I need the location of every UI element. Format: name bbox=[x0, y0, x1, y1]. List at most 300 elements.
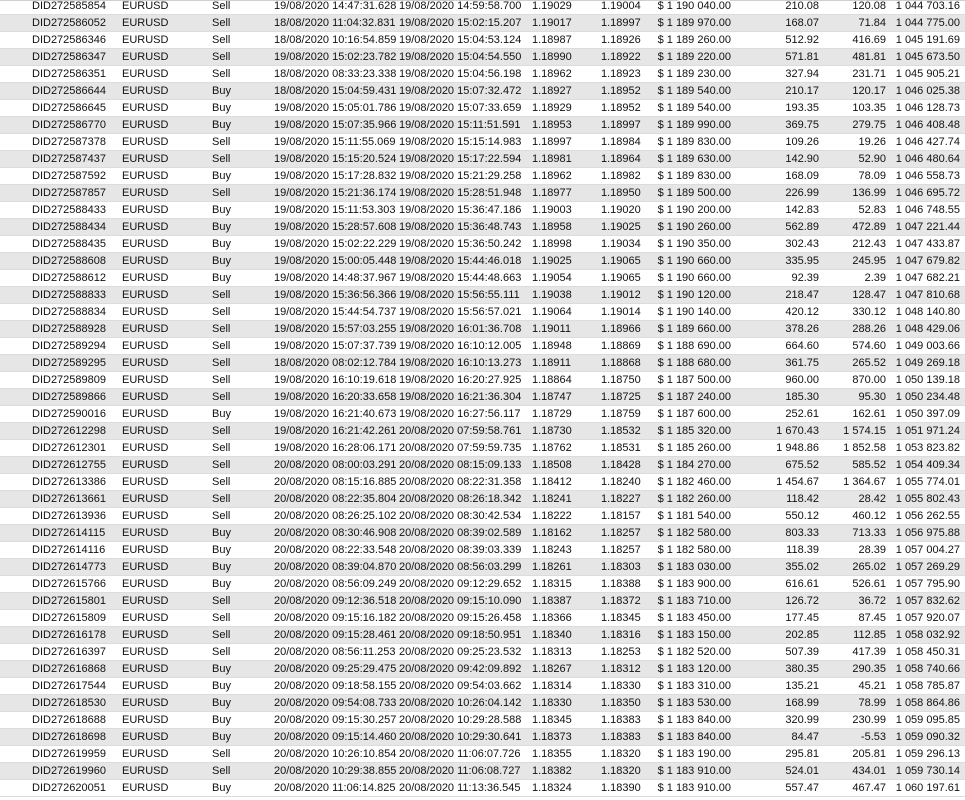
deal-id-cell: DID272588433 bbox=[32, 204, 107, 216]
gross-profit-cell: 185.30 bbox=[785, 391, 819, 403]
close-time-cell: 19/08/2020 15:11:51.591 bbox=[399, 119, 521, 131]
table-row[interactable] bbox=[0, 389, 965, 406]
open-price-cell: 1.18261 bbox=[532, 561, 572, 573]
amount-cell: $ 1 183 840.00 bbox=[657, 731, 731, 743]
table-row[interactable] bbox=[0, 151, 965, 168]
side-cell: Buy bbox=[212, 663, 231, 675]
amount-cell: $ 1 187 500.00 bbox=[657, 374, 731, 386]
net-profit-cell: 52.90 bbox=[858, 153, 886, 165]
close-price-cell: 1.18303 bbox=[601, 561, 641, 573]
net-profit-cell: 95.30 bbox=[858, 391, 886, 403]
balance-cell: 1 050 234.48 bbox=[895, 391, 960, 403]
balance-cell: 1 047 810.68 bbox=[895, 289, 960, 301]
open-time-cell: 19/08/2020 15:57:03.255 bbox=[274, 323, 397, 335]
table-row[interactable] bbox=[0, 593, 965, 610]
amount-cell: $ 1 190 140.00 bbox=[657, 306, 731, 318]
deal-id-cell: DID272620051 bbox=[32, 782, 107, 794]
balance-cell: 1 046 408.48 bbox=[895, 119, 960, 131]
table-row[interactable] bbox=[0, 780, 965, 797]
close-price-cell: 1.18531 bbox=[601, 442, 641, 454]
net-profit-cell: 288.26 bbox=[852, 323, 886, 335]
open-price-cell: 1.18355 bbox=[532, 748, 572, 760]
table-row[interactable] bbox=[0, 0, 965, 15]
table-row[interactable] bbox=[0, 202, 965, 219]
table-row[interactable] bbox=[0, 219, 965, 236]
table-row[interactable] bbox=[0, 304, 965, 321]
amount-cell: $ 1 189 540.00 bbox=[657, 85, 731, 97]
close-price-cell: 1.18383 bbox=[601, 731, 641, 743]
open-time-cell: 19/08/2020 15:21:36.174 bbox=[274, 187, 397, 199]
symbol-cell: EURUSD bbox=[122, 221, 169, 233]
amount-cell: $ 1 183 310.00 bbox=[657, 680, 731, 692]
deal-id-cell: DID272586351 bbox=[32, 68, 107, 80]
deal-id-cell: DID272616178 bbox=[32, 629, 107, 641]
table-row[interactable] bbox=[0, 423, 965, 440]
symbol-cell: EURUSD bbox=[122, 408, 169, 420]
close-time-cell: 19/08/2020 15:44:46.018 bbox=[399, 255, 522, 267]
deal-id-cell: DID272588928 bbox=[32, 323, 107, 335]
close-price-cell: 1.18997 bbox=[601, 119, 641, 131]
close-time-cell: 19/08/2020 16:10:13.273 bbox=[399, 357, 522, 369]
net-profit-cell: 87.45 bbox=[858, 612, 886, 624]
gross-profit-cell: 135.21 bbox=[785, 680, 819, 692]
deal-id-cell: DID272613936 bbox=[32, 510, 107, 522]
close-time-cell: 20/08/2020 07:59:59.735 bbox=[399, 442, 522, 454]
open-time-cell: 19/08/2020 15:07:35.966 bbox=[274, 119, 397, 131]
side-cell: Sell bbox=[212, 34, 231, 46]
open-price-cell: 1.18997 bbox=[532, 136, 572, 148]
symbol-cell: EURUSD bbox=[122, 255, 169, 267]
gross-profit-cell: 335.95 bbox=[785, 255, 819, 267]
symbol-cell: EURUSD bbox=[122, 527, 169, 539]
close-time-cell: 20/08/2020 08:39:03.339 bbox=[399, 544, 522, 556]
gross-profit-cell: 960.00 bbox=[785, 374, 819, 386]
balance-cell: 1 058 740.66 bbox=[895, 663, 960, 675]
table-row[interactable] bbox=[0, 287, 965, 304]
balance-cell: 1 045 191.69 bbox=[895, 34, 960, 46]
close-price-cell: 1.19065 bbox=[601, 255, 641, 267]
table-row[interactable] bbox=[0, 661, 965, 678]
deal-id-cell: DID272612301 bbox=[32, 442, 107, 454]
symbol-cell: EURUSD bbox=[122, 731, 169, 743]
gross-profit-cell: 252.61 bbox=[785, 408, 819, 420]
close-price-cell: 1.18750 bbox=[601, 374, 641, 386]
gross-profit-cell: 361.75 bbox=[785, 357, 819, 369]
close-price-cell: 1.18952 bbox=[601, 85, 641, 97]
close-price-cell: 1.18923 bbox=[601, 68, 641, 80]
close-time-cell: 19/08/2020 15:07:33.659 bbox=[399, 102, 522, 114]
amount-cell: $ 1 181 540.00 bbox=[657, 510, 731, 522]
close-time-cell: 19/08/2020 15:04:56.198 bbox=[399, 68, 522, 80]
close-price-cell: 1.18428 bbox=[601, 459, 641, 471]
open-price-cell: 1.18241 bbox=[532, 493, 572, 505]
close-time-cell: 20/08/2020 10:29:30.641 bbox=[399, 731, 522, 743]
open-price-cell: 1.18747 bbox=[532, 391, 572, 403]
table-row[interactable] bbox=[0, 406, 965, 423]
table-row[interactable] bbox=[0, 355, 965, 372]
balance-cell: 1 060 197.61 bbox=[895, 782, 960, 794]
close-time-cell: 20/08/2020 09:15:26.458 bbox=[399, 612, 522, 624]
side-cell: Sell bbox=[212, 17, 231, 29]
open-time-cell: 20/08/2020 08:22:33.548 bbox=[274, 544, 397, 556]
net-profit-cell: 120.08 bbox=[852, 0, 886, 12]
close-time-cell: 19/08/2020 15:17:22.594 bbox=[399, 153, 522, 165]
open-time-cell: 20/08/2020 09:18:58.155 bbox=[274, 680, 397, 692]
open-time-cell: 20/08/2020 08:56:11.253 bbox=[274, 646, 396, 658]
table-row[interactable] bbox=[0, 83, 965, 100]
deal-id-cell: DID272587592 bbox=[32, 170, 107, 182]
close-time-cell: 20/08/2020 11:06:07.726 bbox=[399, 748, 521, 760]
open-price-cell: 1.18729 bbox=[532, 408, 572, 420]
open-price-cell: 1.18324 bbox=[532, 782, 572, 794]
amount-cell: $ 1 189 260.00 bbox=[657, 34, 731, 46]
side-cell: Buy bbox=[212, 272, 231, 284]
balance-cell: 1 056 975.88 bbox=[895, 527, 960, 539]
deal-id-cell: DID272587437 bbox=[32, 153, 107, 165]
symbol-cell: EURUSD bbox=[122, 323, 169, 335]
table-row[interactable] bbox=[0, 117, 965, 134]
amount-cell: $ 1 189 220.00 bbox=[657, 51, 731, 63]
balance-cell: 1 046 427.74 bbox=[895, 136, 960, 148]
symbol-cell: EURUSD bbox=[122, 765, 169, 777]
deal-id-cell: DID272615801 bbox=[32, 595, 107, 607]
net-profit-cell: 416.69 bbox=[852, 34, 886, 46]
close-price-cell: 1.18390 bbox=[601, 782, 641, 794]
gross-profit-cell: 202.85 bbox=[785, 629, 819, 641]
open-time-cell: 19/08/2020 14:48:37.967 bbox=[274, 272, 397, 284]
close-price-cell: 1.18257 bbox=[601, 527, 641, 539]
table-row[interactable] bbox=[0, 729, 965, 746]
side-cell: Sell bbox=[212, 510, 231, 522]
balance-cell: 1 044 775.00 bbox=[895, 17, 960, 29]
close-time-cell: 19/08/2020 16:20:27.925 bbox=[399, 374, 522, 386]
open-time-cell: 19/08/2020 16:21:42.261 bbox=[274, 425, 397, 437]
close-price-cell: 1.18227 bbox=[601, 493, 641, 505]
close-price-cell: 1.18330 bbox=[601, 680, 641, 692]
close-time-cell: 20/08/2020 09:12:29.652 bbox=[399, 578, 522, 590]
amount-cell: $ 1 189 630.00 bbox=[657, 153, 731, 165]
gross-profit-cell: 420.12 bbox=[785, 306, 819, 318]
close-price-cell: 1.18316 bbox=[601, 629, 641, 641]
balance-cell: 1 046 695.72 bbox=[895, 187, 960, 199]
gross-profit-cell: 355.02 bbox=[785, 561, 819, 573]
open-price-cell: 1.18977 bbox=[532, 187, 572, 199]
side-cell: Sell bbox=[212, 425, 231, 437]
side-cell: Sell bbox=[212, 306, 231, 318]
close-price-cell: 1.18320 bbox=[601, 748, 641, 760]
amount-cell: $ 1 189 830.00 bbox=[657, 136, 731, 148]
net-profit-cell: 574.60 bbox=[852, 340, 886, 352]
table-row[interactable] bbox=[0, 474, 965, 491]
symbol-cell: EURUSD bbox=[122, 748, 169, 760]
table-row[interactable] bbox=[0, 457, 965, 474]
balance-cell: 1 059 095.85 bbox=[895, 714, 960, 726]
net-profit-cell: 526.61 bbox=[852, 578, 886, 590]
close-time-cell: 20/08/2020 08:30:42.534 bbox=[399, 510, 522, 522]
open-time-cell: 20/08/2020 09:15:14.460 bbox=[274, 731, 397, 743]
table-row[interactable] bbox=[0, 678, 965, 695]
deal-id-cell: DID272617544 bbox=[32, 680, 107, 692]
gross-profit-cell: 92.39 bbox=[791, 272, 819, 284]
close-price-cell: 1.18257 bbox=[601, 544, 641, 556]
table-row[interactable] bbox=[0, 372, 965, 389]
table-row[interactable] bbox=[0, 236, 965, 253]
amount-cell: $ 1 189 660.00 bbox=[657, 323, 731, 335]
side-cell: Buy bbox=[212, 408, 231, 420]
deal-id-cell: DID272585854 bbox=[32, 0, 107, 12]
symbol-cell: EURUSD bbox=[122, 204, 169, 216]
open-time-cell: 19/08/2020 15:07:37.739 bbox=[274, 340, 397, 352]
deal-id-cell: DID272586644 bbox=[32, 85, 107, 97]
balance-cell: 1 047 682.21 bbox=[895, 272, 960, 284]
table-row[interactable] bbox=[0, 15, 965, 32]
open-price-cell: 1.18508 bbox=[532, 459, 572, 471]
close-time-cell: 20/08/2020 11:06:08.727 bbox=[399, 765, 521, 777]
table-row[interactable] bbox=[0, 134, 965, 151]
table-row[interactable] bbox=[0, 644, 965, 661]
symbol-cell: EURUSD bbox=[122, 714, 169, 726]
balance-cell: 1 059 730.14 bbox=[895, 765, 960, 777]
open-price-cell: 1.18962 bbox=[532, 170, 572, 182]
balance-cell: 1 057 269.29 bbox=[895, 561, 960, 573]
open-price-cell: 1.18340 bbox=[532, 629, 572, 641]
net-profit-cell: 434.01 bbox=[852, 765, 886, 777]
close-price-cell: 1.18725 bbox=[601, 391, 641, 403]
table-row[interactable] bbox=[0, 338, 965, 355]
gross-profit-cell: 295.81 bbox=[785, 748, 819, 760]
open-time-cell: 20/08/2020 11:06:14.825 bbox=[274, 782, 396, 794]
side-cell: Buy bbox=[212, 102, 231, 114]
open-time-cell: 19/08/2020 15:02:23.782 bbox=[274, 51, 397, 63]
balance-cell: 1 057 795.90 bbox=[895, 578, 960, 590]
net-profit-cell: 245.95 bbox=[852, 255, 886, 267]
open-time-cell: 20/08/2020 09:54:08.733 bbox=[274, 697, 397, 709]
table-row[interactable] bbox=[0, 270, 965, 287]
amount-cell: $ 1 190 120.00 bbox=[657, 289, 731, 301]
table-row[interactable] bbox=[0, 168, 965, 185]
table-row[interactable] bbox=[0, 32, 965, 49]
close-price-cell: 1.18966 bbox=[601, 323, 641, 335]
gross-profit-cell: 168.07 bbox=[785, 17, 819, 29]
amount-cell: $ 1 183 150.00 bbox=[657, 629, 731, 641]
table-row[interactable] bbox=[0, 610, 965, 627]
net-profit-cell: 467.47 bbox=[852, 782, 886, 794]
balance-cell: 1 051 971.24 bbox=[895, 425, 960, 437]
deal-id-cell: DID272612755 bbox=[32, 459, 107, 471]
table-row[interactable] bbox=[0, 440, 965, 457]
open-price-cell: 1.18958 bbox=[532, 221, 572, 233]
close-time-cell: 19/08/2020 15:04:53.124 bbox=[399, 34, 522, 46]
open-time-cell: 20/08/2020 08:56:09.249 bbox=[274, 578, 397, 590]
close-price-cell: 1.18372 bbox=[601, 595, 641, 607]
amount-cell: $ 1 183 530.00 bbox=[657, 697, 731, 709]
deal-id-cell: DID272590016 bbox=[32, 408, 107, 420]
deal-id-cell: DID272588833 bbox=[32, 289, 107, 301]
table-row[interactable] bbox=[0, 100, 965, 117]
amount-cell: $ 1 182 580.00 bbox=[657, 544, 731, 556]
table-row[interactable] bbox=[0, 253, 965, 270]
deal-id-cell: DID272588612 bbox=[32, 272, 107, 284]
symbol-cell: EURUSD bbox=[122, 374, 169, 386]
gross-profit-cell: 226.99 bbox=[785, 187, 819, 199]
amount-cell: $ 1 183 120.00 bbox=[657, 663, 731, 675]
gross-profit-cell: 1 670.43 bbox=[776, 425, 819, 437]
amount-cell: $ 1 185 320.00 bbox=[657, 425, 731, 437]
symbol-cell: EURUSD bbox=[122, 646, 169, 658]
open-time-cell: 18/08/2020 15:04:59.431 bbox=[274, 85, 397, 97]
table-row[interactable] bbox=[0, 66, 965, 83]
open-time-cell: 20/08/2020 09:15:16.182 bbox=[274, 612, 397, 624]
balance-cell: 1 050 397.09 bbox=[895, 408, 960, 420]
amount-cell: $ 1 183 840.00 bbox=[657, 714, 731, 726]
side-cell: Buy bbox=[212, 119, 231, 131]
amount-cell: $ 1 189 540.00 bbox=[657, 102, 731, 114]
table-row[interactable] bbox=[0, 576, 965, 593]
close-time-cell: 19/08/2020 15:56:57.021 bbox=[399, 306, 522, 318]
amount-cell: $ 1 183 900.00 bbox=[657, 578, 731, 590]
open-price-cell: 1.18948 bbox=[532, 340, 572, 352]
open-time-cell: 19/08/2020 15:11:53.303 bbox=[274, 204, 396, 216]
symbol-cell: EURUSD bbox=[122, 476, 169, 488]
open-price-cell: 1.18987 bbox=[532, 34, 572, 46]
balance-cell: 1 045 673.50 bbox=[895, 51, 960, 63]
symbol-cell: EURUSD bbox=[122, 340, 169, 352]
balance-cell: 1 046 558.73 bbox=[895, 170, 960, 182]
deal-id-cell: DID272588434 bbox=[32, 221, 107, 233]
close-price-cell: 1.18253 bbox=[601, 646, 641, 658]
table-row[interactable] bbox=[0, 321, 965, 338]
net-profit-cell: 128.47 bbox=[852, 289, 886, 301]
gross-profit-cell: 118.42 bbox=[786, 493, 819, 505]
open-price-cell: 1.18315 bbox=[532, 578, 572, 590]
deal-id-cell: DID272618688 bbox=[32, 714, 107, 726]
table-row[interactable] bbox=[0, 746, 965, 763]
open-time-cell: 19/08/2020 15:00:05.448 bbox=[274, 255, 397, 267]
open-price-cell: 1.19025 bbox=[532, 255, 572, 267]
table-row[interactable] bbox=[0, 49, 965, 66]
net-profit-cell: 120.17 bbox=[852, 85, 886, 97]
close-time-cell: 19/08/2020 15:15:14.983 bbox=[399, 136, 522, 148]
open-price-cell: 1.18412 bbox=[532, 476, 572, 488]
close-price-cell: 1.19065 bbox=[601, 272, 641, 284]
symbol-cell: EURUSD bbox=[122, 459, 169, 471]
table-row[interactable] bbox=[0, 542, 965, 559]
gross-profit-cell: 369.75 bbox=[785, 119, 819, 131]
deal-id-cell: DID272586346 bbox=[32, 34, 107, 46]
gross-profit-cell: 177.45 bbox=[785, 612, 819, 624]
table-row[interactable] bbox=[0, 491, 965, 508]
amount-cell: $ 1 187 600.00 bbox=[657, 408, 731, 420]
gross-profit-cell: 507.39 bbox=[785, 646, 819, 658]
open-time-cell: 19/08/2020 16:21:40.673 bbox=[274, 408, 397, 420]
close-time-cell: 19/08/2020 15:56:55.111 bbox=[399, 289, 520, 301]
table-row[interactable] bbox=[0, 763, 965, 780]
open-price-cell: 1.18313 bbox=[532, 646, 572, 658]
amount-cell: $ 1 185 260.00 bbox=[657, 442, 731, 454]
side-cell: Buy bbox=[212, 170, 231, 182]
table-row[interactable] bbox=[0, 508, 965, 525]
gross-profit-cell: 168.09 bbox=[785, 170, 819, 182]
net-profit-cell: 713.33 bbox=[852, 527, 886, 539]
close-time-cell: 20/08/2020 08:39:02.589 bbox=[399, 527, 522, 539]
gross-profit-cell: 1 948.86 bbox=[776, 442, 819, 454]
close-time-cell: 20/08/2020 09:42:09.892 bbox=[399, 663, 522, 675]
balance-cell: 1 048 429.06 bbox=[895, 323, 960, 335]
open-time-cell: 19/08/2020 15:44:54.737 bbox=[274, 306, 397, 318]
net-profit-cell: 472.89 bbox=[852, 221, 886, 233]
close-time-cell: 20/08/2020 07:59:58.761 bbox=[399, 425, 522, 437]
side-cell: Buy bbox=[212, 578, 231, 590]
symbol-cell: EURUSD bbox=[122, 153, 169, 165]
deal-id-cell: DID272613661 bbox=[32, 493, 107, 505]
table-row[interactable] bbox=[0, 627, 965, 644]
symbol-cell: EURUSD bbox=[122, 629, 169, 641]
net-profit-cell: 36.72 bbox=[858, 595, 886, 607]
gross-profit-cell: 803.33 bbox=[785, 527, 819, 539]
net-profit-cell: 162.61 bbox=[852, 408, 886, 420]
amount-cell: $ 1 190 350.00 bbox=[657, 238, 731, 250]
table-row[interactable] bbox=[0, 712, 965, 729]
open-price-cell: 1.19011 bbox=[532, 323, 571, 335]
balance-cell: 1 044 703.16 bbox=[895, 0, 960, 12]
close-time-cell: 19/08/2020 16:01:36.708 bbox=[399, 323, 522, 335]
net-profit-cell: 290.35 bbox=[852, 663, 886, 675]
gross-profit-cell: 1 454.67 bbox=[776, 476, 819, 488]
close-time-cell: 20/08/2020 10:26:04.142 bbox=[399, 697, 522, 709]
amount-cell: $ 1 189 830.00 bbox=[657, 170, 731, 182]
gross-profit-cell: 675.52 bbox=[785, 459, 819, 471]
close-price-cell: 1.18240 bbox=[601, 476, 641, 488]
side-cell: Sell bbox=[212, 459, 231, 471]
side-cell: Sell bbox=[212, 374, 231, 386]
close-price-cell: 1.18345 bbox=[601, 612, 641, 624]
open-time-cell: 19/08/2020 15:05:01.786 bbox=[274, 102, 397, 114]
symbol-cell: EURUSD bbox=[122, 578, 169, 590]
gross-profit-cell: 616.61 bbox=[785, 578, 819, 590]
side-cell: Sell bbox=[212, 629, 231, 641]
net-profit-cell: 28.42 bbox=[858, 493, 886, 505]
open-time-cell: 20/08/2020 08:26:25.102 bbox=[274, 510, 397, 522]
amount-cell: $ 1 190 040.00 bbox=[657, 0, 731, 12]
balance-cell: 1 048 140.80 bbox=[895, 306, 960, 318]
net-profit-cell: 112.85 bbox=[853, 629, 886, 641]
open-price-cell: 1.18911 bbox=[532, 357, 571, 369]
table-row[interactable] bbox=[0, 185, 965, 202]
table-row[interactable] bbox=[0, 525, 965, 542]
net-profit-cell: 52.83 bbox=[858, 204, 886, 216]
balance-cell: 1 046 025.38 bbox=[895, 85, 960, 97]
deal-id-cell: DID272614115 bbox=[32, 527, 106, 539]
open-time-cell: 19/08/2020 15:11:55.069 bbox=[274, 136, 396, 148]
balance-cell: 1 057 920.07 bbox=[895, 612, 960, 624]
symbol-cell: EURUSD bbox=[122, 493, 169, 505]
open-time-cell: 19/08/2020 15:36:56.366 bbox=[274, 289, 397, 301]
net-profit-cell: 28.39 bbox=[858, 544, 886, 556]
amount-cell: $ 1 182 460.00 bbox=[657, 476, 731, 488]
close-time-cell: 19/08/2020 15:28:51.948 bbox=[399, 187, 522, 199]
close-price-cell: 1.18922 bbox=[601, 51, 641, 63]
deal-id-cell: DID272618530 bbox=[32, 697, 107, 709]
amount-cell: $ 1 183 190.00 bbox=[657, 748, 731, 760]
gross-profit-cell: 302.43 bbox=[785, 238, 819, 250]
amount-cell: $ 1 183 450.00 bbox=[657, 612, 731, 624]
gross-profit-cell: 550.12 bbox=[785, 510, 819, 522]
balance-cell: 1 047 433.87 bbox=[895, 238, 960, 250]
close-price-cell: 1.18868 bbox=[601, 357, 641, 369]
table-row[interactable] bbox=[0, 695, 965, 712]
close-time-cell: 20/08/2020 08:26:18.342 bbox=[399, 493, 522, 505]
table-row[interactable] bbox=[0, 559, 965, 576]
